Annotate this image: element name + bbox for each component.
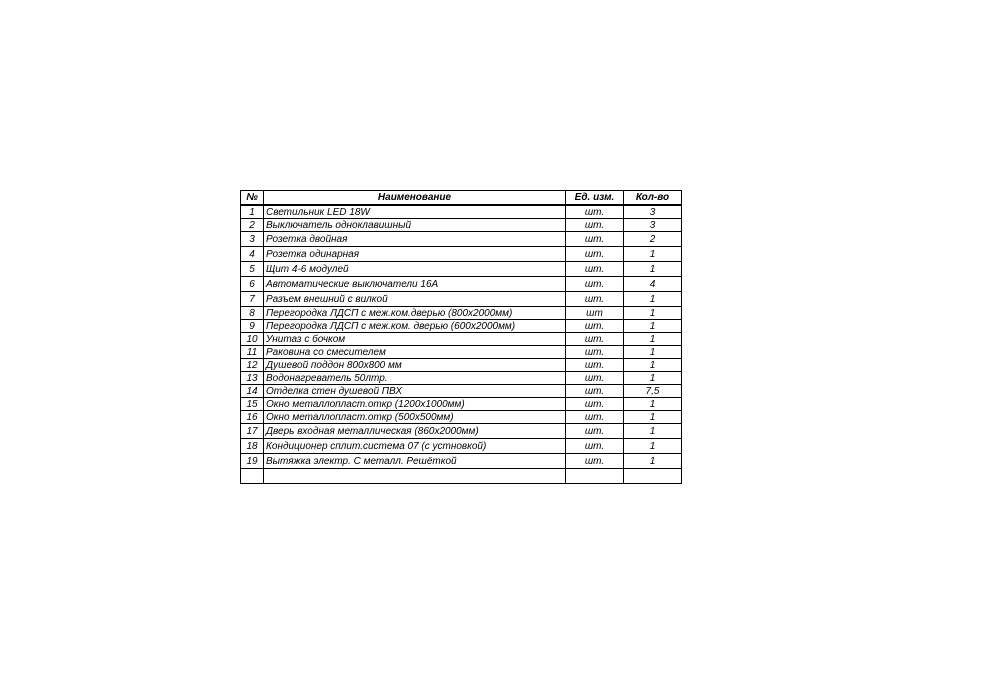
row-quantity: 2 xyxy=(624,232,682,247)
row-unit: шт. xyxy=(566,219,624,232)
row-unit: шт. xyxy=(566,424,624,439)
table-row xyxy=(241,359,682,372)
row-unit: шт. xyxy=(566,262,624,277)
row-name: Перегородка ЛДСП с меж.ком. дверью (600х2000мм) xyxy=(264,320,566,333)
row-unit: шт xyxy=(566,307,624,320)
row-name: Кондиционер сплит.система 07 (с устновкой) xyxy=(264,439,566,454)
row-number: 9 xyxy=(241,320,264,333)
header-number: № xyxy=(241,191,264,206)
table-row xyxy=(241,346,682,359)
row-quantity: 1 xyxy=(624,424,682,439)
row-number: 3 xyxy=(241,232,264,247)
row-name: Розетка двойная xyxy=(264,232,566,247)
row-name: Автоматические выключатели 16А xyxy=(264,277,566,292)
table-row xyxy=(241,262,682,277)
row-name: Окно металлопласт.откр (500х500мм) xyxy=(264,411,566,424)
row-number: 13 xyxy=(241,372,264,385)
table-row xyxy=(241,385,682,398)
row-number: 1 xyxy=(241,205,264,219)
row-unit: шт. xyxy=(566,320,624,333)
row-quantity: 1 xyxy=(624,247,682,262)
row-quantity: 1 xyxy=(624,346,682,359)
row-number: 15 xyxy=(241,398,264,411)
row-number: 18 xyxy=(241,439,264,454)
row-unit: шт. xyxy=(566,411,624,424)
row-number: 16 xyxy=(241,411,264,424)
row-unit: шт. xyxy=(566,359,624,372)
table-row xyxy=(241,219,682,232)
row-quantity: 1 xyxy=(624,398,682,411)
row-number xyxy=(241,469,264,484)
row-unit: шт. xyxy=(566,372,624,385)
row-unit: шт. xyxy=(566,333,624,346)
row-number: 12 xyxy=(241,359,264,372)
row-quantity: 1 xyxy=(624,411,682,424)
table-row xyxy=(241,372,682,385)
row-name: Унитаз с бочком xyxy=(264,333,566,346)
row-number: 4 xyxy=(241,247,264,262)
table-row xyxy=(241,232,682,247)
row-quantity: 4 xyxy=(624,277,682,292)
table-row xyxy=(241,277,682,292)
row-name: Светильник LED 18W xyxy=(264,205,566,219)
row-quantity: 1 xyxy=(624,359,682,372)
row-name: Разъем внешний с вилкой xyxy=(264,292,566,307)
row-number: 17 xyxy=(241,424,264,439)
row-unit: шт. xyxy=(566,346,624,359)
row-quantity: 1 xyxy=(624,454,682,469)
row-number: 2 xyxy=(241,219,264,232)
table-row xyxy=(241,307,682,320)
row-number: 14 xyxy=(241,385,264,398)
row-number: 8 xyxy=(241,307,264,320)
row-number: 7 xyxy=(241,292,264,307)
row-unit: шт. xyxy=(566,205,624,219)
table-row xyxy=(241,439,682,454)
row-unit xyxy=(566,469,624,484)
table-row xyxy=(241,320,682,333)
row-quantity: 1 xyxy=(624,292,682,307)
row-name xyxy=(264,469,566,484)
row-number: 10 xyxy=(241,333,264,346)
row-quantity: 1 xyxy=(624,320,682,333)
row-unit: шт. xyxy=(566,277,624,292)
row-number: 11 xyxy=(241,346,264,359)
row-unit: шт. xyxy=(566,398,624,411)
row-quantity: 1 xyxy=(624,333,682,346)
row-unit: шт. xyxy=(566,247,624,262)
table-row xyxy=(241,205,682,219)
row-unit: шт. xyxy=(566,454,624,469)
table-header-row xyxy=(241,191,682,206)
row-quantity: 3 xyxy=(624,219,682,232)
row-unit: шт. xyxy=(566,385,624,398)
table-row xyxy=(241,398,682,411)
header-unit: Ед. изм. xyxy=(566,191,624,206)
row-name: Выключатель одноклавишный xyxy=(264,219,566,232)
row-quantity: 1 xyxy=(624,372,682,385)
row-name: Раковина со смесителем xyxy=(264,346,566,359)
row-unit: шт. xyxy=(566,439,624,454)
row-name: Душевой поддон 800х800 мм xyxy=(264,359,566,372)
table-row xyxy=(241,247,682,262)
row-unit: шт. xyxy=(566,232,624,247)
row-number: 5 xyxy=(241,262,264,277)
equipment-table xyxy=(240,190,682,484)
row-quantity: 7,5 xyxy=(624,385,682,398)
row-quantity: 1 xyxy=(624,262,682,277)
row-name: Отделка стен душевой ПВХ xyxy=(264,385,566,398)
table-row xyxy=(241,292,682,307)
row-quantity: 3 xyxy=(624,205,682,219)
row-unit: шт. xyxy=(566,292,624,307)
table-row xyxy=(241,333,682,346)
row-number: 19 xyxy=(241,454,264,469)
table-row xyxy=(241,424,682,439)
row-name: Окно металлопласт.откр (1200х1000мм) xyxy=(264,398,566,411)
row-number: 6 xyxy=(241,277,264,292)
row-quantity: 1 xyxy=(624,439,682,454)
row-name: Щит 4-6 модулей xyxy=(264,262,566,277)
row-name: Перегородка ЛДСП с меж.ком.дверью (800х2000мм) xyxy=(264,307,566,320)
row-quantity xyxy=(624,469,682,484)
empty-table-row xyxy=(241,469,682,484)
table-row xyxy=(241,454,682,469)
row-name: Водонагреватель 50лтр. xyxy=(264,372,566,385)
table-row xyxy=(241,411,682,424)
row-quantity: 1 xyxy=(624,307,682,320)
row-name: Розетка одинарная xyxy=(264,247,566,262)
header-name: Наименование xyxy=(264,191,566,206)
header-quantity: Кол-во xyxy=(624,191,682,206)
row-name: Вытяжка электр. С металл. Решёткой xyxy=(264,454,566,469)
row-name: Дверь входная металлическая (860х2000мм) xyxy=(264,424,566,439)
